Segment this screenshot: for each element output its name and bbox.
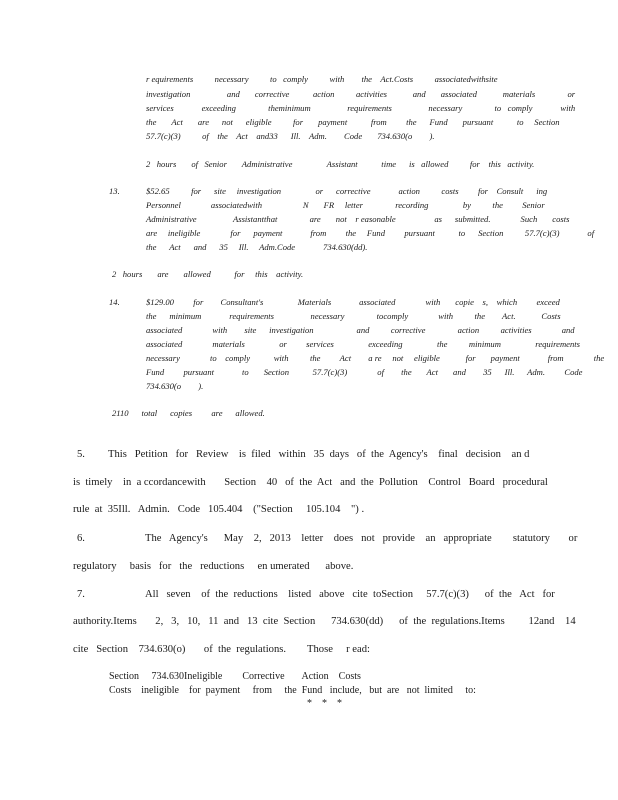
item13-line-1: $52.65 for site investigation or corrective action costs for Consult ing bbox=[146, 186, 548, 196]
para7-line-3: cite Section 734.630(o) of the regulations. Those r ead: bbox=[73, 644, 370, 655]
item13-hours-note: 2 hours are allowed for this activity. bbox=[112, 269, 304, 279]
item13-line-5: the Act and 35 Ill. Adm.Code 734.630(dd). bbox=[146, 242, 368, 252]
item13-line-2: Personnel associatedwith N FR letter recording by the Senior bbox=[146, 200, 545, 210]
para5-line-2: is timely in a ccordancewith Section 40 of the Act and the Pollution Control Board procedural bbox=[73, 477, 548, 488]
quote-heading: Section 734.630Ineligible Corrective Action Costs bbox=[109, 671, 361, 682]
para7-number: 7. bbox=[77, 589, 85, 600]
item14-line-6: Fund pursuant to Section 57.7(c)(3) of the Act and 35 Ill. Adm. Code bbox=[146, 367, 583, 377]
item14-line-5: necessary to comply with the Act a re not eligible for payment from the bbox=[146, 353, 605, 363]
item14-number: 14. bbox=[109, 297, 120, 307]
item14-line-2: the minimum requirements necessary tocomply with the Act. Costs bbox=[146, 311, 561, 321]
para5-line-1: This Petition for Review is filed within 35 days of the Agency's final decision an d bbox=[108, 449, 530, 460]
item14-line-1: $129.00 for Consultant's Materials associated with copie s, which exceed bbox=[146, 297, 560, 307]
item12-line-3: services exceeding theminimum requirements necessary to comply with bbox=[146, 103, 576, 113]
para5-line-3: rule at 35Ill. Admin. Code 105.404 ("Section 105.104 ") . bbox=[73, 504, 365, 515]
para6-line-2: regulatory basis for the reductions en umerated above. bbox=[73, 561, 354, 572]
item12-hours-note: 2 hours of Senior Administrative Assistant time is allowed for this activity. bbox=[146, 159, 535, 169]
item14-line-3: associated with site investigation and corrective action activities and bbox=[146, 325, 575, 335]
para7-line-1: All seven of the reductions listed above cite toSection 57.7(c)(3) of the Act for bbox=[145, 589, 555, 600]
quote-asterisks: * * * bbox=[307, 698, 342, 709]
item12-line-2: investigation and corrective action activities and associated materials or bbox=[146, 89, 576, 99]
para6-line-1: The Agency's May 2, 2013 letter does not provide an appropriate statutory or bbox=[145, 533, 578, 544]
item13-number: 13. bbox=[109, 186, 120, 196]
para6-number: 6. bbox=[77, 533, 85, 544]
item14-copies-note: 2110 total copies are allowed. bbox=[112, 408, 265, 418]
item12-line-5: 57.7(c)(3) of the Act and33 Ill. Adm. Code 734.630(o ). bbox=[146, 131, 435, 141]
quote-body: Costs ineligible for payment from the Fund include, but are not limited to: bbox=[109, 685, 476, 696]
item13-line-4: are ineligible for payment from the Fund pursuant to Section 57.7(c)(3) of bbox=[146, 228, 595, 238]
item12-line-1: r equirements necessary to comply with the Act.Costs associatedwithsite bbox=[146, 74, 498, 84]
item14-line-4: associated materials or services exceeding the minimum requirements bbox=[146, 339, 581, 349]
para5-number: 5. bbox=[77, 449, 85, 460]
para7-line-2: authority.Items 2, 3, 10, 11 and 13 cite Section 734.630(dd) of the regulations.Items 12and 14 bbox=[73, 616, 576, 627]
item13-line-3: Administrative Assistantthat are not r easonable as submitted. Such costs bbox=[146, 214, 570, 224]
item12-line-4: the Act are not eligible for payment from the Fund pursuant to Section bbox=[146, 117, 560, 127]
item14-line-7: 734.630(o ). bbox=[146, 381, 204, 391]
